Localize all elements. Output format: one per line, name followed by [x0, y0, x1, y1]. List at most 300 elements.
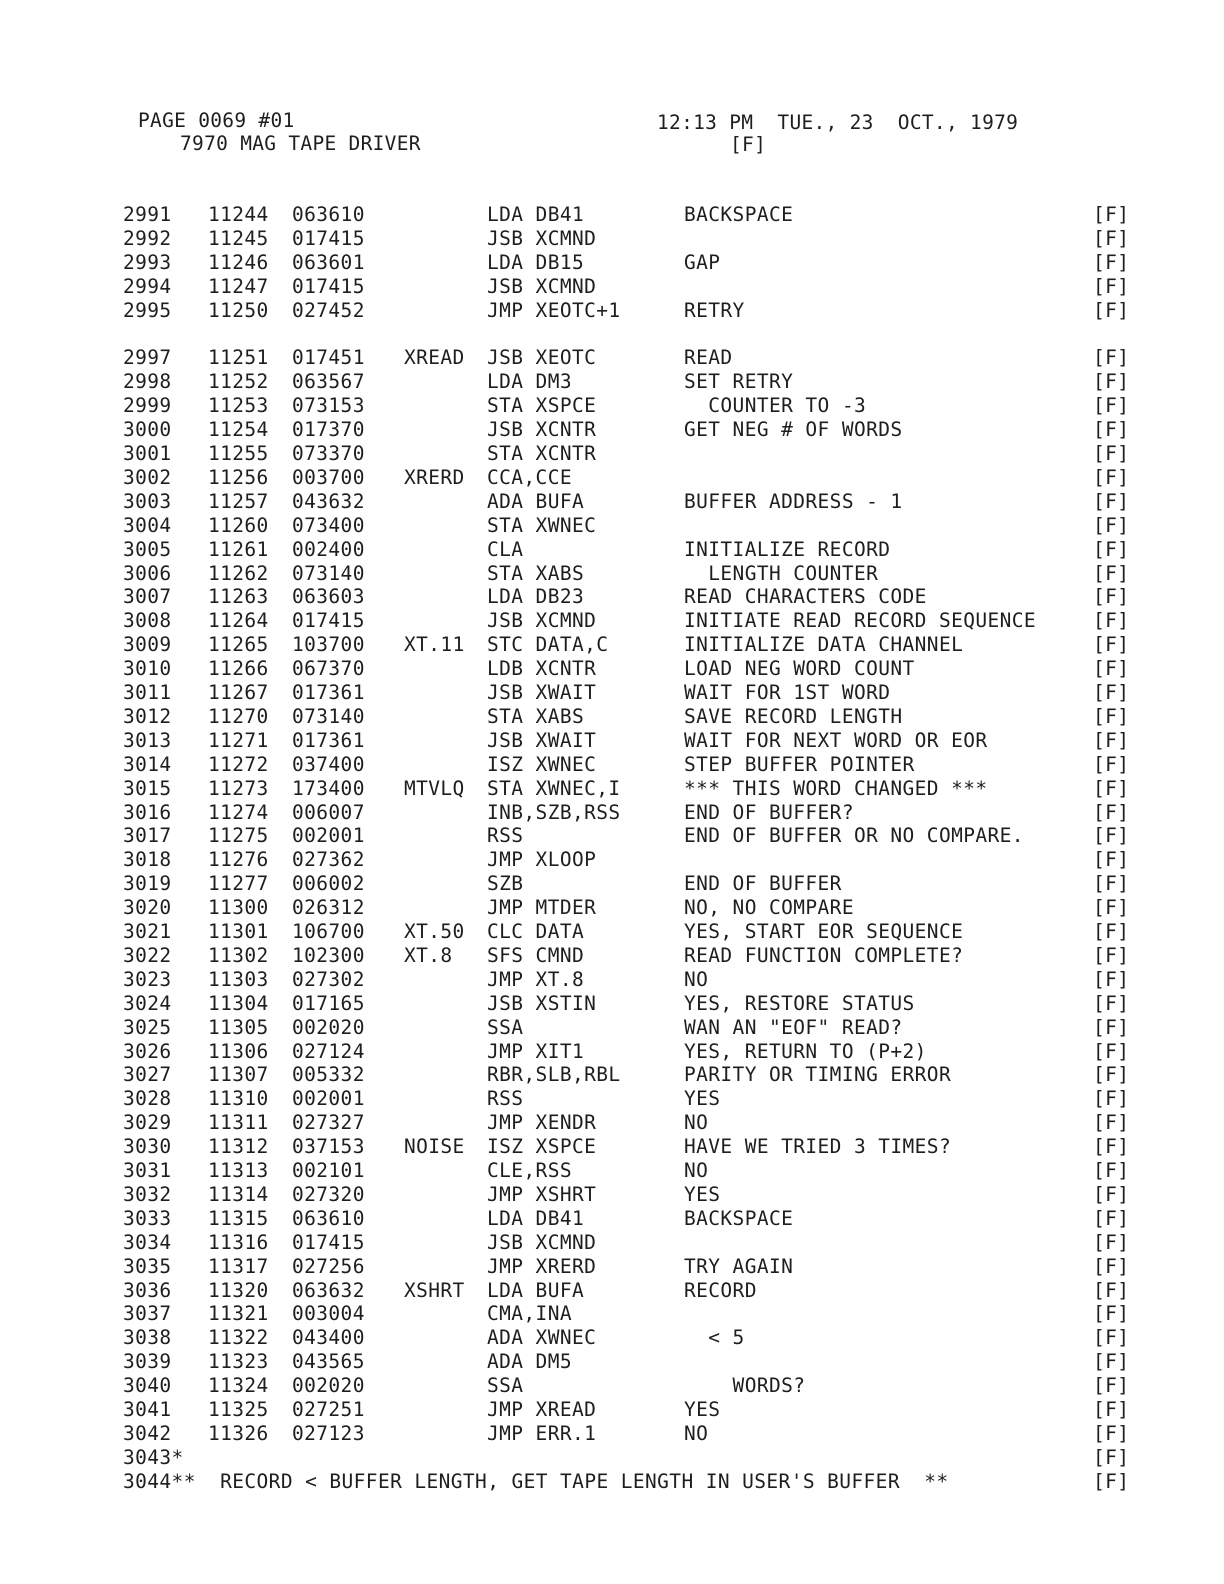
row-instr: JSB XCNTR — [487, 418, 597, 442]
row-flag: [F] — [1093, 394, 1130, 418]
row-flag: [F] — [1093, 250, 1130, 274]
row-line: 2999 — [123, 394, 172, 418]
row-flag: [F] — [1093, 991, 1130, 1015]
listing-row — [0, 1255, 1224, 1279]
row-code: 002001 — [292, 824, 365, 848]
row-addr: 11303 — [208, 967, 269, 991]
row-flag: [F] — [1093, 203, 1130, 226]
row-flag: [F] — [1093, 1159, 1130, 1182]
row-flag: [F] — [1093, 704, 1130, 728]
row-instr: INB,SZB,RSS — [487, 800, 621, 824]
row-addr: 11317 — [208, 1254, 269, 1278]
row-comment: WAIT FOR NEXT WORD OR EOR — [684, 728, 988, 752]
row-instr: ADA DM5 — [487, 1350, 572, 1374]
row-code: 073153 — [292, 394, 365, 418]
row-flag: [F] — [1093, 1063, 1130, 1087]
listing-row — [0, 1135, 1224, 1159]
row-code: 027302 — [292, 967, 365, 991]
row-comment: BUFFER ADDRESS - 1 — [684, 489, 903, 513]
row-flag: [F] — [1093, 872, 1130, 896]
listing-row — [0, 562, 1224, 586]
row-flag: [F] — [1093, 1206, 1130, 1230]
listing-row — [0, 1231, 1224, 1255]
row-label: NOISE — [404, 1135, 465, 1159]
listing-row — [0, 1326, 1224, 1350]
row-instr: STA XCNTR — [487, 442, 597, 465]
listing-row — [0, 705, 1224, 729]
row-code: 002001 — [292, 1087, 365, 1111]
row-comment: YES — [684, 1398, 721, 1421]
row-instr: RSS — [487, 1087, 524, 1111]
page-number: PAGE 0069 #01 — [138, 109, 295, 132]
row-addr: 11323 — [208, 1350, 269, 1374]
row-code: 102300 — [292, 943, 365, 967]
row-line: 3022 — [123, 943, 172, 967]
row-comment: HAVE WE TRIED 3 TIMES? — [684, 1135, 952, 1159]
row-code: 063603 — [292, 585, 365, 609]
row-addr: 11304 — [208, 991, 269, 1015]
row-flag: [F] — [1093, 967, 1130, 991]
row-code: 017415 — [292, 1230, 365, 1254]
row-line: 3038 — [123, 1326, 172, 1350]
row-flag: [F] — [1093, 1015, 1130, 1039]
row-comment: *** THIS WORD CHANGED *** — [684, 776, 988, 800]
row-code: 037153 — [292, 1135, 365, 1159]
row-instr: JMP XRERD — [487, 1254, 597, 1278]
row-code: 063601 — [292, 250, 365, 274]
row-line: 3018 — [123, 848, 172, 872]
listing-row — [0, 394, 1224, 418]
row-instr: CCA,CCE — [487, 465, 572, 489]
row-code: 026312 — [292, 896, 365, 920]
row-comment: READ — [684, 346, 733, 370]
row-addr: 11265 — [208, 633, 269, 657]
row-code: 027251 — [292, 1398, 365, 1421]
row-comment: NO — [684, 1159, 709, 1182]
row-line: 2993 — [123, 250, 172, 274]
listing-row — [0, 633, 1224, 657]
row-comment: PARITY OR TIMING ERROR — [684, 1063, 952, 1087]
listing-row — [0, 824, 1224, 848]
row-flag: [F] — [1093, 1254, 1130, 1278]
row-line: 3000 — [123, 418, 172, 442]
row-addr: 11263 — [208, 585, 269, 609]
row-comment: TRY AGAIN — [684, 1254, 794, 1278]
listing-row — [0, 1350, 1224, 1374]
listing-row — [0, 992, 1224, 1016]
row-instr: STA XABS — [487, 704, 585, 728]
row-addr: 11273 — [208, 776, 269, 800]
row-code: 063610 — [292, 203, 365, 226]
row-comment: COUNTER TO -3 — [684, 394, 867, 418]
listing-row — [0, 514, 1224, 538]
row-code: 027320 — [292, 1182, 365, 1206]
row-addr: 11314 — [208, 1182, 269, 1206]
row-addr: 11313 — [208, 1159, 269, 1182]
row-code: 063610 — [292, 1206, 365, 1230]
listing-row — [0, 753, 1224, 777]
row-comment: NO — [684, 967, 709, 991]
listing-row — [0, 920, 1224, 944]
row-instr: JMP XLOOP — [487, 848, 597, 872]
row-comment: INITIALIZE DATA CHANNEL — [684, 633, 964, 657]
row-instr: CLE,RSS — [487, 1159, 572, 1182]
row-code: 006007 — [292, 800, 365, 824]
row-addr: 11320 — [208, 1278, 269, 1302]
row-addr: 11312 — [208, 1135, 269, 1159]
row-comment: SET RETRY — [684, 370, 794, 394]
row-flag: [F] — [1093, 681, 1130, 704]
row-comment: WORDS? — [684, 1374, 806, 1398]
listing-row — [0, 1207, 1224, 1231]
row-addr: 11310 — [208, 1087, 269, 1111]
row-comment: WAIT FOR 1ST WORD — [684, 681, 891, 704]
row-code: 017361 — [292, 728, 365, 752]
row-line: 2998 — [123, 370, 172, 394]
row-line: 3025 — [123, 1015, 172, 1039]
listing-row — [0, 1183, 1224, 1207]
row-code: 027452 — [292, 298, 365, 322]
row-line: 3020 — [123, 896, 172, 920]
row-instr: SSA — [487, 1374, 524, 1398]
row-comment: END OF BUFFER OR NO COMPARE. — [684, 824, 1024, 848]
row-code: 017361 — [292, 681, 365, 704]
listing-row — [0, 681, 1224, 705]
row-line: 2995 — [123, 298, 172, 322]
row-code: 006002 — [292, 872, 365, 896]
row-addr: 11322 — [208, 1326, 269, 1350]
row-addr: 11321 — [208, 1302, 269, 1326]
row-line: 3030 — [123, 1135, 172, 1159]
row-code: 017415 — [292, 609, 365, 633]
row-line: 3014 — [123, 752, 172, 776]
listing-row — [0, 585, 1224, 609]
row-line: 3026 — [123, 1039, 172, 1063]
row-addr: 11244 — [208, 203, 269, 226]
row-label: XT.11 — [404, 633, 465, 657]
row-code: 043400 — [292, 1326, 365, 1350]
row-addr: 11316 — [208, 1230, 269, 1254]
row-addr: 11266 — [208, 657, 269, 681]
row-line: 3006 — [123, 561, 172, 585]
trailer-text: 3043* — [123, 1445, 184, 1469]
row-code: 017415 — [292, 226, 365, 250]
row-label: XRERD — [404, 465, 465, 489]
row-comment: WAN AN "EOF" READ? — [684, 1015, 903, 1039]
row-flag: [F] — [1093, 1350, 1130, 1374]
row-addr: 11267 — [208, 681, 269, 704]
row-addr: 11300 — [208, 896, 269, 920]
row-flag: [F] — [1093, 226, 1130, 250]
row-code: 027256 — [292, 1254, 365, 1278]
row-flag: [F] — [1093, 465, 1130, 489]
listing-row — [0, 346, 1224, 370]
row-addr: 11275 — [208, 824, 269, 848]
row-label: XSHRT — [404, 1278, 465, 1302]
row-comment: YES, RESTORE STATUS — [684, 991, 915, 1015]
listing-row — [0, 1279, 1224, 1303]
row-flag: [F] — [1093, 657, 1130, 681]
row-flag: [F] — [1093, 1278, 1130, 1302]
row-line: 3024 — [123, 991, 172, 1015]
row-label: XREAD — [404, 346, 465, 370]
row-code: 173400 — [292, 776, 365, 800]
row-line: 3035 — [123, 1254, 172, 1278]
row-instr: JSB XCMND — [487, 226, 597, 250]
listing-row — [0, 418, 1224, 442]
row-instr: SFS CMND — [487, 943, 585, 967]
row-flag: [F] — [1093, 824, 1130, 848]
row-comment: BACKSPACE — [684, 203, 794, 226]
listing-row — [0, 251, 1224, 275]
row-code: 002020 — [292, 1015, 365, 1039]
row-code: 103700 — [292, 633, 365, 657]
row-code: 017370 — [292, 418, 365, 442]
row-code: 002101 — [292, 1159, 365, 1182]
row-comment: INITIATE READ RECORD SEQUENCE — [684, 609, 1037, 633]
row-instr: JMP XENDR — [487, 1111, 597, 1135]
listing-row — [0, 203, 1224, 227]
row-addr: 11256 — [208, 465, 269, 489]
row-line: 2992 — [123, 226, 172, 250]
row-addr: 11257 — [208, 489, 269, 513]
row-addr: 11246 — [208, 250, 269, 274]
row-addr: 11326 — [208, 1421, 269, 1445]
listing-row — [0, 490, 1224, 514]
row-addr: 11315 — [208, 1206, 269, 1230]
row-flag: [F] — [1093, 585, 1130, 609]
row-code: 063567 — [292, 370, 365, 394]
row-addr: 11305 — [208, 1015, 269, 1039]
row-label: XT.50 — [404, 920, 465, 943]
row-addr: 11247 — [208, 274, 269, 298]
listing-row — [0, 1063, 1224, 1087]
row-line: 3010 — [123, 657, 172, 681]
row-code: 073140 — [292, 704, 365, 728]
listing-trailer-row — [0, 1446, 1224, 1470]
row-comment: READ CHARACTERS CODE — [684, 585, 927, 609]
row-line: 3037 — [123, 1302, 172, 1326]
row-line: 3015 — [123, 776, 172, 800]
row-flag: [F] — [1093, 298, 1130, 322]
row-instr: SZB — [487, 872, 524, 896]
row-comment: NO — [684, 1111, 709, 1135]
row-code: 002020 — [292, 1374, 365, 1398]
row-addr: 11245 — [208, 226, 269, 250]
row-line: 3041 — [123, 1398, 172, 1421]
row-comment: END OF BUFFER — [684, 872, 842, 896]
row-line: 3023 — [123, 967, 172, 991]
row-line: 3027 — [123, 1063, 172, 1087]
row-code: 005332 — [292, 1063, 365, 1087]
trailer-text: 3044** RECORD < BUFFER LENGTH, GET TAPE LENGTH IN USER'S BUFFER ** — [123, 1469, 949, 1493]
row-line: 3031 — [123, 1159, 172, 1182]
row-comment: SAVE RECORD LENGTH — [684, 704, 903, 728]
row-code: 067370 — [292, 657, 365, 681]
listing-row — [0, 609, 1224, 633]
row-addr: 11272 — [208, 752, 269, 776]
row-instr: JMP MTDER — [487, 896, 597, 920]
row-code: 106700 — [292, 920, 365, 943]
row-comment: STEP BUFFER POINTER — [684, 752, 915, 776]
row-instr: JMP XT.8 — [487, 967, 585, 991]
row-code: 027123 — [292, 1421, 365, 1445]
listing-row — [0, 1302, 1224, 1326]
row-code: 017165 — [292, 991, 365, 1015]
row-flag: [F] — [1093, 800, 1130, 824]
row-code: 073370 — [292, 442, 365, 465]
row-instr: STA XWNEC — [487, 513, 597, 537]
row-code: 027362 — [292, 848, 365, 872]
row-flag: [F] — [1093, 1182, 1130, 1206]
row-line: 3042 — [123, 1421, 172, 1445]
row-flag: [F] — [1093, 274, 1130, 298]
row-flag: [F] — [1093, 1230, 1130, 1254]
row-flag: [F] — [1093, 1421, 1130, 1445]
row-code: 017415 — [292, 274, 365, 298]
row-instr: JSB XCMND — [487, 274, 597, 298]
row-flag: [F] — [1093, 609, 1130, 633]
row-line: 3007 — [123, 585, 172, 609]
row-flag: [F] — [1093, 561, 1130, 585]
row-line: 2997 — [123, 346, 172, 370]
row-flag: [F] — [1093, 943, 1130, 967]
row-line: 3004 — [123, 513, 172, 537]
row-code: 043565 — [292, 1350, 365, 1374]
row-line: 3008 — [123, 609, 172, 633]
listing-row — [0, 801, 1224, 825]
row-code: 017451 — [292, 346, 365, 370]
row-line: 3032 — [123, 1182, 172, 1206]
row-instr: JSB XSTIN — [487, 991, 597, 1015]
row-instr: LDA DB41 — [487, 203, 585, 226]
row-addr: 11325 — [208, 1398, 269, 1421]
row-instr: LDA DB23 — [487, 585, 585, 609]
row-addr: 11277 — [208, 872, 269, 896]
row-comment: END OF BUFFER? — [684, 800, 854, 824]
row-flag: [F] — [1093, 1326, 1130, 1350]
row-addr: 11302 — [208, 943, 269, 967]
row-instr: JSB XWAIT — [487, 728, 597, 752]
row-instr: RSS — [487, 824, 524, 848]
row-instr: LDA BUFA — [487, 1278, 585, 1302]
row-flag: [F] — [1093, 346, 1130, 370]
listing-row — [0, 1374, 1224, 1398]
row-addr: 11307 — [208, 1063, 269, 1087]
document-title: 7970 MAG TAPE DRIVER — [180, 132, 421, 155]
listing-row — [0, 968, 1224, 992]
row-instr: STA XWNEC,I — [487, 776, 621, 800]
row-addr: 11262 — [208, 561, 269, 585]
row-instr: LDB XCNTR — [487, 657, 597, 681]
row-line: 3012 — [123, 704, 172, 728]
row-addr: 11276 — [208, 848, 269, 872]
row-flag: [F] — [1093, 537, 1130, 561]
row-flag: [F] — [1093, 896, 1130, 920]
row-flag: [F] — [1093, 728, 1130, 752]
row-comment: GET NEG # OF WORDS — [684, 418, 903, 442]
listing-row — [0, 275, 1224, 299]
row-flag: [F] — [1093, 1469, 1130, 1493]
row-comment: RETRY — [684, 298, 745, 322]
row-code: 027124 — [292, 1039, 365, 1063]
row-code: 063632 — [292, 1278, 365, 1302]
row-instr: CMA,INA — [487, 1302, 572, 1326]
row-instr: JSB XCMND — [487, 609, 597, 633]
listing-row — [0, 896, 1224, 920]
row-label: MTVLQ — [404, 776, 465, 800]
row-addr: 11306 — [208, 1039, 269, 1063]
row-line: 3011 — [123, 681, 172, 704]
row-comment: RECORD — [684, 1278, 757, 1302]
row-instr: SSA — [487, 1015, 524, 1039]
row-comment: INITIALIZE RECORD — [684, 537, 891, 561]
row-line: 3033 — [123, 1206, 172, 1230]
row-addr: 11255 — [208, 442, 269, 465]
row-addr: 11250 — [208, 298, 269, 322]
row-addr: 11252 — [208, 370, 269, 394]
row-line: 3029 — [123, 1111, 172, 1135]
row-line: 3002 — [123, 465, 172, 489]
row-line: 3021 — [123, 920, 172, 943]
row-instr: JSB XWAIT — [487, 681, 597, 704]
row-code: 003004 — [292, 1302, 365, 1326]
row-flag: [F] — [1093, 1445, 1130, 1469]
row-addr: 11260 — [208, 513, 269, 537]
row-line: 3036 — [123, 1278, 172, 1302]
row-flag: [F] — [1093, 1302, 1130, 1326]
row-instr: CLA — [487, 537, 524, 561]
row-comment: LENGTH COUNTER — [684, 561, 879, 585]
listing-row — [0, 1087, 1224, 1111]
row-flag: [F] — [1093, 752, 1130, 776]
listing-row — [0, 944, 1224, 968]
row-line: 3040 — [123, 1374, 172, 1398]
row-instr: JMP XIT1 — [487, 1039, 585, 1063]
row-flag: [F] — [1093, 848, 1130, 872]
row-flag: [F] — [1093, 418, 1130, 442]
row-instr: JSB XCMND — [487, 1230, 597, 1254]
listing-row — [0, 299, 1224, 323]
row-comment: NO, NO COMPARE — [684, 896, 854, 920]
row-flag: [F] — [1093, 513, 1130, 537]
row-addr: 11270 — [208, 704, 269, 728]
row-flag: [F] — [1093, 1039, 1130, 1063]
row-instr: LDA DM3 — [487, 370, 572, 394]
row-line: 3013 — [123, 728, 172, 752]
listing-row — [0, 1422, 1224, 1446]
listing-row — [0, 657, 1224, 681]
row-code: 003700 — [292, 465, 365, 489]
listing-row — [0, 370, 1224, 394]
row-comment: GAP — [684, 250, 721, 274]
row-code: 043632 — [292, 489, 365, 513]
row-addr: 11253 — [208, 394, 269, 418]
row-code: 073140 — [292, 561, 365, 585]
row-addr: 11311 — [208, 1111, 269, 1135]
row-instr: LDA DB41 — [487, 1206, 585, 1230]
row-flag: [F] — [1093, 1111, 1130, 1135]
row-flag: [F] — [1093, 1087, 1130, 1111]
listing-row — [0, 442, 1224, 466]
row-code: 027327 — [292, 1111, 365, 1135]
row-addr: 11301 — [208, 920, 269, 943]
row-instr: JMP ERR.1 — [487, 1421, 597, 1445]
row-flag: [F] — [1093, 489, 1130, 513]
listing-row — [0, 538, 1224, 562]
row-addr: 11251 — [208, 346, 269, 370]
row-flag: [F] — [1093, 1374, 1130, 1398]
